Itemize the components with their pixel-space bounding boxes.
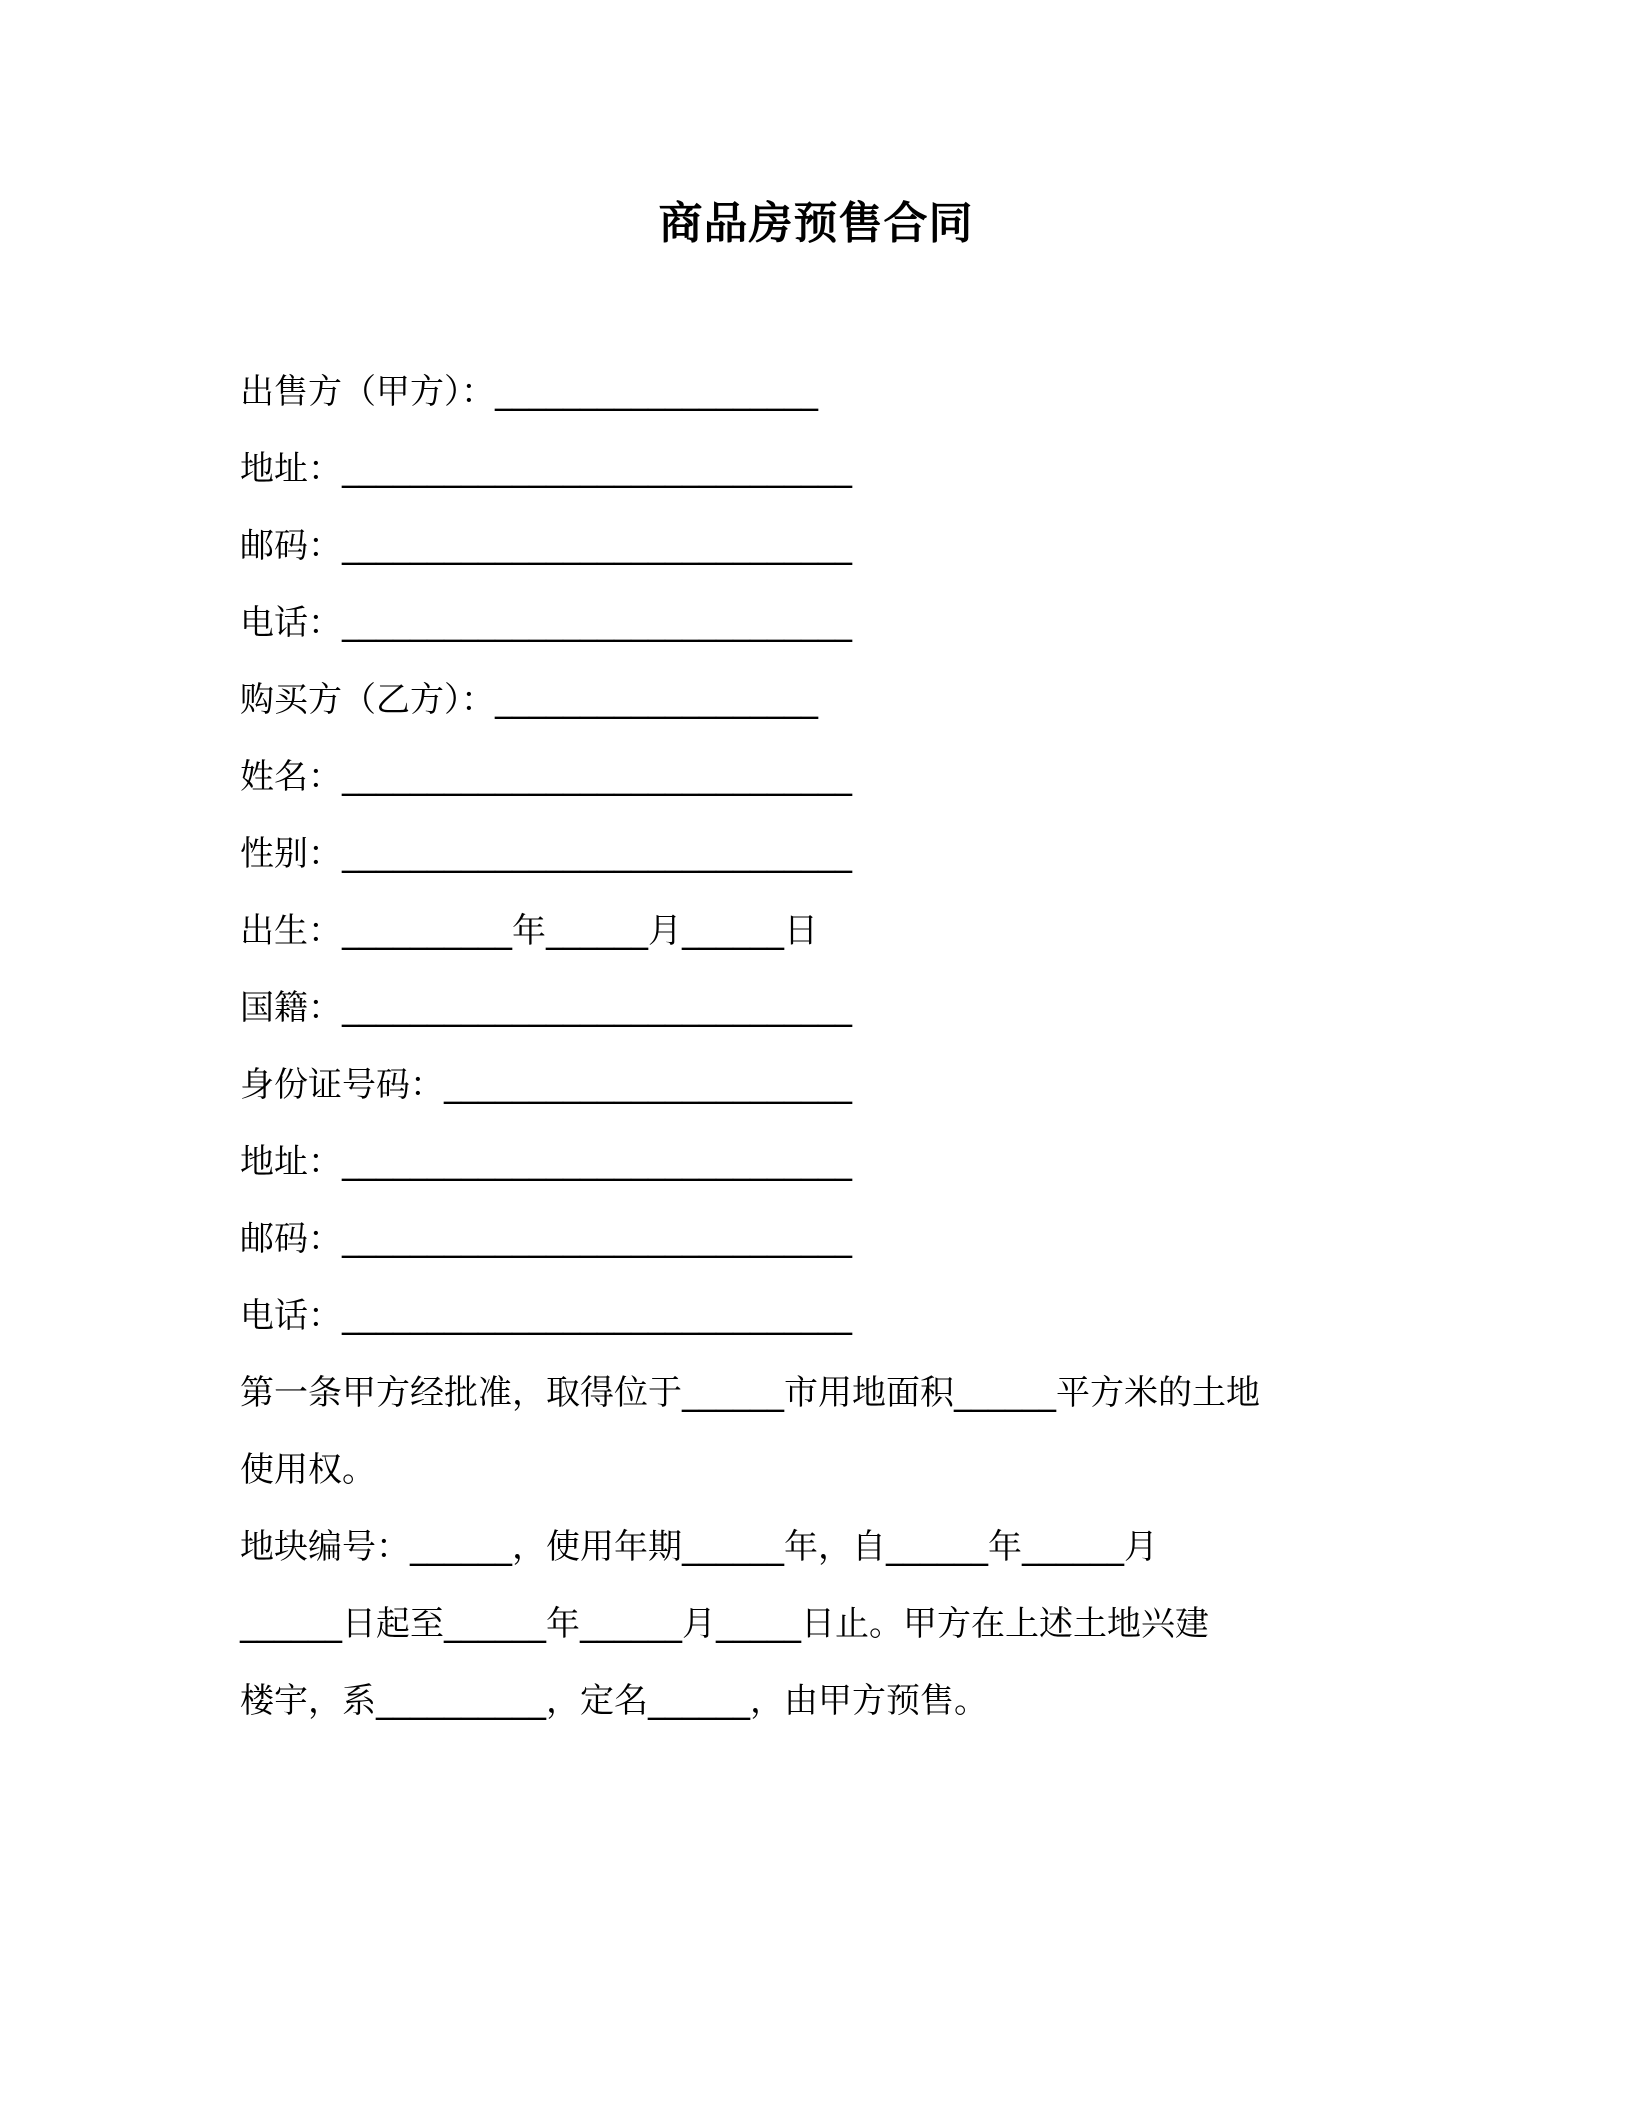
buyer-gender-field: 性别：______________________________ <box>240 834 852 874</box>
seller-postcode-field: 邮码：______________________________ <box>240 526 852 566</box>
buyer-id-number-field: 身份证号码：________________________ <box>240 1065 852 1105</box>
plot-line-1: 地块编号：______，使用年期______年，自______年______月 <box>240 1527 1158 1567</box>
buyer-nationality-field: 国籍：______________________________ <box>240 988 852 1028</box>
plot-line-3: 楼宇，系__________，定名______，由甲方预售。 <box>240 1681 988 1721</box>
document-title: 商品房预售合同 <box>658 198 974 249</box>
article-1-line-1: 第一条甲方经批准，取得位于______市用地面积______平方米的土地 <box>240 1373 1260 1413</box>
seller-address-field: 地址：______________________________ <box>240 449 852 489</box>
seller-field: 出售方（甲方）：___________________ <box>240 372 818 412</box>
seller-phone-field: 电话：______________________________ <box>240 603 852 643</box>
buyer-address-field: 地址：______________________________ <box>240 1142 852 1182</box>
plot-line-2: ______日起至______年______月_____日止。甲方在上述土地兴建 <box>240 1604 1209 1644</box>
buyer-birth-field: 出生：__________年______月______日 <box>240 911 818 951</box>
buyer-name-field: 姓名：______________________________ <box>240 757 852 797</box>
buyer-field: 购买方（乙方）：___________________ <box>240 680 818 720</box>
article-1-line-2: 使用权。 <box>240 1450 376 1490</box>
buyer-postcode-field: 邮码：______________________________ <box>240 1219 852 1259</box>
buyer-phone-field: 电话：______________________________ <box>240 1296 852 1336</box>
